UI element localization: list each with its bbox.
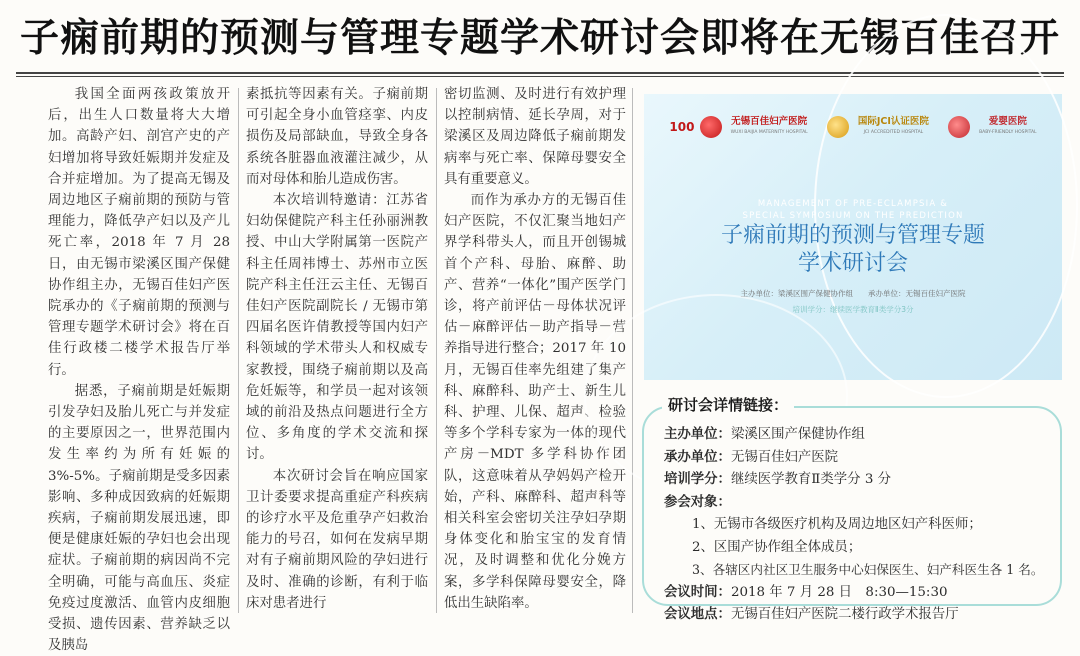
paragraph: 而作为承办方的无锡百佳妇产医院，不仅汇聚当地妇产界学科带头人，而且开创锡城首个产科、母胎、麻醉、助产、营养“一体化”围产医学门诊，将产前评估－母体状况评估－麻醉评估－助产指导－营养指导进行整合；2017 年 10 月，无锡百佳率先组建了集产科、麻醉科、助产士、新生儿科、护理、儿保、超声、检验等多个学科专家为一体的现代产房－MDT 多学科协作团队，这意味着从孕妈妈产检开始，产科、麻醉科、超声科等相关科室会密切关注孕妇孕期身体变化和胎宝宝的发育情况，及时调整和优化分娩方案，多学科保障母婴安全，降低出生缺陷率。: [444, 193, 626, 611]
paragraph: 本次培训特邀请：江苏省妇幼保健院产科主任孙丽洲教授、中山大学附属第一医院产科主任周祎博士、苏州市立医院产科主任汪云主任、无锡百佳妇产医院副院长 / 无锡市第四届名医许倩教授等国内妇产科领域的学术带头人和权威专家教授，围绕子痫前期以及高危妊娠等，和学员一起对该领域的前沿及热点问题进行全方位、多角度的学术交流和探讨。: [246, 193, 428, 463]
english-title-line: MANAGEMENT OF PRE-ECLAMPSIA &: [757, 199, 949, 209]
headline: 子痫前期的预测与管理专题学术研讨会即将在无锡百佳召开: [19, 16, 1060, 61]
host-label: 主办单位：: [664, 427, 731, 442]
paragraph: 素抵抗等因素有关。子痫前期可引起全身小血管痉挛、内皮损伤及局部缺血，导致全身各系统各脏器血液灌注减少，从而对母体和胎儿造成伤害。: [246, 87, 428, 187]
baby-friendly-name: 爱婴医院: [988, 116, 1027, 127]
credit-label: 培训学分：: [664, 472, 731, 487]
place-value: 无锡百佳妇产医院二楼行政学术报告厅: [730, 607, 959, 622]
jci-logo: [827, 116, 929, 138]
attendee-item: 3、各辖区内社区卫生服务中心妇保医生、妇产科医生各 1 名。: [692, 562, 1044, 577]
baby-friendly-name-en: BABY-FRIENDLY HOSPITAL: [979, 130, 1037, 135]
column-divider: [238, 88, 239, 613]
article-column-1: [48, 84, 230, 654]
banner-organizers: 主办单位：梁溪区围产保健协作组 承办单位：无锡百佳妇产医院: [740, 289, 966, 298]
time-value: 2018 年 7 月 28 日 8:30—15:30: [730, 584, 948, 600]
info-box-body: [664, 424, 1064, 627]
jci-logo-icon: [827, 116, 849, 138]
attendee-item: 2、区围产协作组全体成员；: [692, 539, 862, 555]
baby-friendly-logo-icon: [948, 116, 970, 138]
attendee-item: 1、无锡市各级医疗机构及周边地区妇产科医师；: [692, 517, 982, 532]
hundred-badge: 100: [669, 120, 695, 134]
credit-value: 继续医学教育Ⅱ类学分 3 分: [730, 472, 891, 487]
banner-title-line-2: 学术研讨会: [797, 251, 908, 276]
banner-english-title: [644, 198, 1062, 222]
hospital-logo-icon: [700, 116, 722, 138]
place-label: 会议地点：: [664, 607, 731, 622]
credit-row: [664, 469, 1064, 492]
attendees-row: [664, 492, 1064, 515]
hospital-name: 无锡百佳妇产医院: [731, 116, 808, 127]
hospital-logo: [669, 116, 807, 138]
baby-friendly-logo: [948, 116, 1037, 138]
banner-credit: 培训学分：继续医学教育Ⅱ类学分3分: [792, 305, 914, 314]
organizer-row: [664, 447, 1064, 470]
attendees-label: 参会对象：: [664, 494, 731, 510]
jci-name: 国际JCI认证医院: [857, 116, 929, 127]
banner-title-line-1: 子痫前期的预测与管理专题: [720, 223, 985, 248]
article-column-2: [246, 84, 428, 619]
organizer-value: 无锡百佳妇产医院: [730, 449, 839, 465]
host-row: [664, 424, 1064, 447]
paragraph: 我国全面两孩政策放开后，出生人口数量将大大增加。高龄产妇、剖宫产史的产妇增加将导致妊娠期并发症及合并症增加。为了提高无锡及周边地区子痫前期的预防与管理能力，降低孕产妇以及产儿死亡率，2018 年 7 月 28 日，由无锡市梁溪区围产保健协作组主办，无锡百佳妇产医院承办的《子痫前期的预测与管理专题学术研讨会》将在百佳行政楼二楼学术报告厅举行。: [48, 87, 230, 378]
column-divider: [436, 88, 437, 613]
place-row: [664, 604, 1064, 627]
time-label: 会议时间：: [664, 584, 731, 600]
paragraph: 本次研讨会旨在响应国家卫计委要求提高重症产科疾病的诊疗水平及危重孕产妇救治能力的号召，如何在发病早期对有子痫前期风险的孕妇进行及时、准确的诊断，有利于临床对患者进行: [246, 468, 428, 611]
logo-row: [644, 116, 1062, 138]
time-row: [664, 582, 1064, 605]
paragraph: 据悉，子痫前期是妊娠期引发孕妇及胎儿死亡与并发症的主要原因之一，世界范围内发生率约为所有妊娠的 3%-5%。子痫前期是受多因素影响、多种成因致病的妊娠期疾病，子痫前期发展迅速，即便是健康妊娠的孕妇也会出现症状。子痫前期的病因尚不完全明确，可能与高血压、炎症免疫过度激活、血管内皮细胞受损、遗传因素、营养缺乏以及胰岛: [48, 383, 230, 654]
english-title-line: SPECIAL SYMPOSIUM ON THE PREDICTION: [742, 211, 964, 221]
host-value: 梁溪区围产保健协作组: [730, 427, 865, 442]
paragraph: 密切监测、及时进行有效护理以控制病情、延长孕周，对于梁溪区及周边降低子痫前期发病率与死亡率、保障母婴安全具有重要意义。: [444, 87, 626, 187]
hospital-name-en: WUXI BAIJIA MATERNITY HOSPITAL: [730, 130, 808, 135]
info-box-title: 研讨会详情链接：: [662, 394, 794, 415]
event-banner: [644, 94, 1062, 380]
organizer-label: 承办单位：: [664, 449, 731, 465]
jci-name-en: JCI ACCREDITED HOSPITAL: [863, 130, 924, 135]
